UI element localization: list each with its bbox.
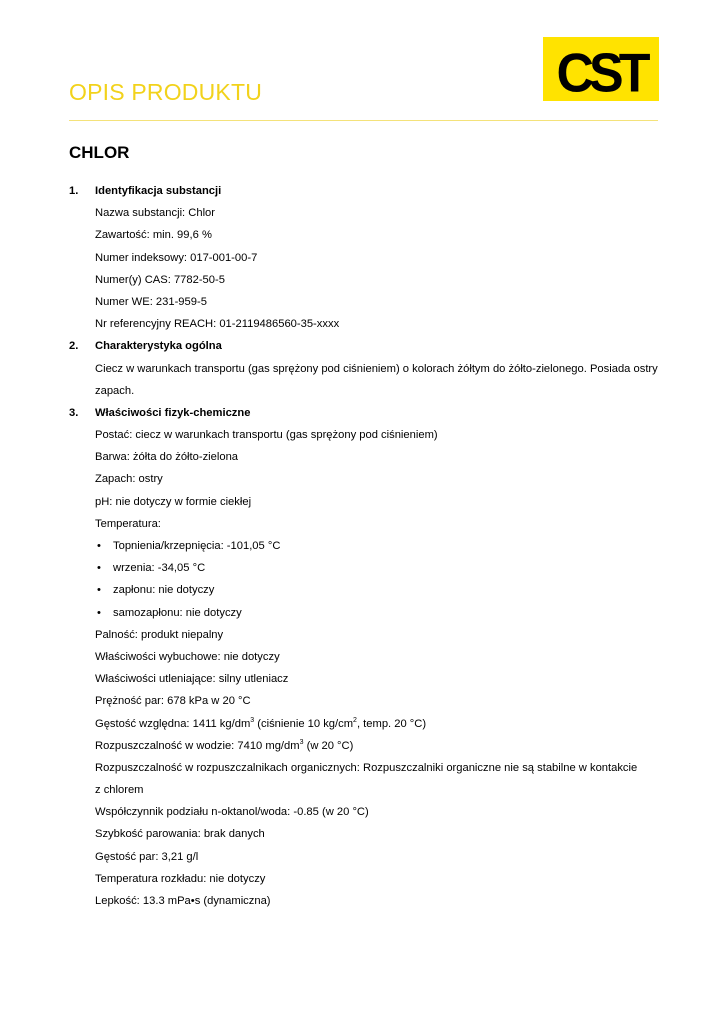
bullet-item <box>0 557 725 579</box>
section-heading <box>0 402 725 424</box>
reach-number: Nr referencyjny REACH: 01-2119486560-35-xxxx <box>95 318 340 331</box>
property-line: Barwa: żółta do żółto-zielona <box>95 451 239 464</box>
property-line: Temperatura: <box>95 517 161 530</box>
content-value: Zawartość: min. 99,6 % <box>95 229 212 242</box>
section-title: Właściwości fizyk-chemiczne <box>95 406 251 419</box>
bullet-icon: • <box>97 562 101 575</box>
relative-density: Gęstość względna: 1411 $kg/dm^3$ (ciśnienie 10 $kg/cm^2$, temp. 20 °C) <box>95 716 427 730</box>
bullet-text: samozapłonu: nie dotyczy <box>113 606 242 619</box>
section-number: 1. <box>69 185 79 197</box>
property-line: Szybkość parowania: brak danych <box>95 828 265 841</box>
bullet-item <box>0 535 725 557</box>
property-line: Prężność par: 678 kPa w 20 °C <box>95 695 251 708</box>
property-line: z chlorem <box>95 784 144 797</box>
property-line: Lepkość: 13.3 mPa•s (dynamiczna) <box>95 895 271 907</box>
property-line: Właściwości utleniające: silny utleniacz <box>95 673 289 686</box>
property-line: pH: nie dotyczy w formie ciekłej <box>95 495 252 508</box>
cas-number: Numer(y) CAS: 7782-50-5 <box>95 273 225 286</box>
section-title: Identyfikacja substancji <box>95 185 222 197</box>
svg-text:CST: CST <box>556 43 646 101</box>
section-title: Charakterystyka ogólna <box>95 340 222 353</box>
bullet-icon: • <box>97 584 101 597</box>
section-number: 3. <box>69 406 79 419</box>
water-solubility: Rozpuszczalność w wodzie: 7410 $mg/dm^3$ (w 20 °C) <box>95 738 354 752</box>
substance-name: Nazwa substancji: Chlor <box>95 207 216 220</box>
description-line: zapach. <box>95 384 135 397</box>
cst-logo <box>543 37 659 101</box>
bullet-icon: • <box>97 540 101 552</box>
property-line: Właściwości wybuchowe: nie dotyczy <box>95 650 280 663</box>
description-line: Ciecz w warunkach transportu (gas sprężony pod ciśnieniem) o kolorach żółtym do żółto-zielonego. Posiada ostry <box>95 362 658 375</box>
bullet-icon: • <box>97 606 101 619</box>
property-line: Współczynnik podziału n-oktanol/woda: -0.85 (w 20 °C) <box>95 806 369 819</box>
page-title: OPIS PRODUKTU <box>69 79 263 105</box>
index-number: Numer indeksowy: 017-001-00-7 <box>95 251 258 264</box>
document-body <box>0 180 725 912</box>
property-line: Postać: ciecz w warunkach transportu (gas sprężony pod ciśnieniem) <box>95 429 438 442</box>
bullet-text: zapłonu: nie dotyczy <box>113 584 215 597</box>
we-number: Numer WE: 231-959-5 <box>95 295 207 308</box>
section-heading <box>0 180 725 202</box>
product-name: CHLOR <box>69 143 130 162</box>
property-line: Gęstość par: 3,21 g/l <box>95 850 199 863</box>
property-line: Temperatura rozkładu: nie dotyczy <box>95 872 266 885</box>
bullet-text: wrzenia: -34,05 °C <box>113 562 206 575</box>
property-line: Palność: produkt niepalny <box>95 628 224 641</box>
section-heading <box>0 335 725 357</box>
bullet-item <box>0 602 725 624</box>
property-line: Zapach: ostry <box>95 473 163 486</box>
section-number: 2. <box>69 340 79 353</box>
header-divider <box>69 120 658 121</box>
bullet-text: Topnienia/krzepnięcia: -101,05 °C <box>113 540 281 552</box>
bullet-item <box>0 579 725 601</box>
property-line: Rozpuszczalność w rozpuszczalnikach organicznych: Rozpuszczalniki organiczne nie są stabilne w kontakcie <box>95 761 638 774</box>
